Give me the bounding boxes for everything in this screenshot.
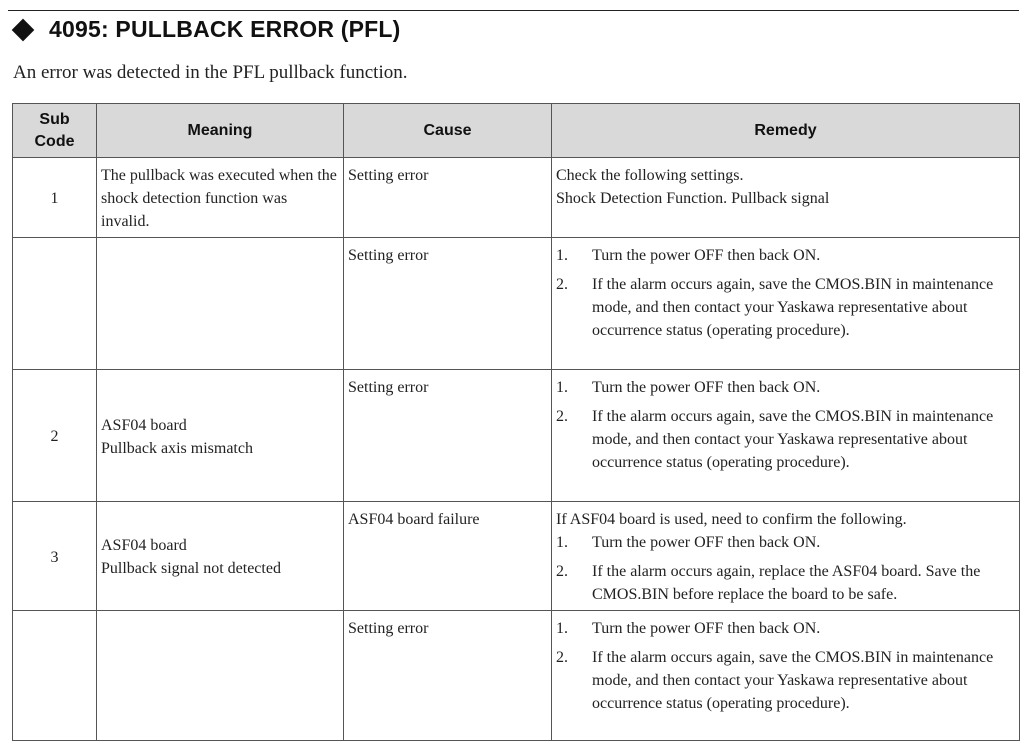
sub-code-cell bbox=[13, 611, 97, 741]
meaning-cell bbox=[97, 611, 344, 741]
remedy-cell bbox=[552, 158, 1020, 238]
remedy-cell bbox=[552, 370, 1020, 502]
diamond-bullet-icon bbox=[12, 18, 35, 41]
cause-cell: Setting error bbox=[344, 611, 552, 741]
remedy-intro: If ASF04 board is used, need to confirm the following. bbox=[556, 511, 907, 528]
table-row bbox=[13, 611, 1020, 741]
cause-cell: ASF04 board failure bbox=[344, 502, 552, 611]
remedy-cell bbox=[552, 502, 1020, 611]
header-remedy: Remedy bbox=[552, 104, 1020, 158]
remedy-step: 1. Turn the power OFF then back ON. bbox=[556, 620, 821, 637]
sub-code-cell: 3 bbox=[13, 502, 97, 611]
remedy-step: 1. Turn the power OFF then back ON. bbox=[556, 534, 821, 551]
header-cause: Cause bbox=[344, 104, 552, 158]
header-sub-code: Sub Code bbox=[13, 104, 97, 158]
remedy-cell bbox=[552, 611, 1020, 741]
meaning-cell: ASF04 board Pullback axis mismatch bbox=[97, 370, 344, 502]
cause-cell: Setting error bbox=[344, 370, 552, 502]
remedy-line: Shock Detection Function. Pullback signal bbox=[556, 190, 830, 207]
cause-cell: Setting error bbox=[344, 238, 552, 370]
section-header bbox=[10, 16, 401, 43]
meaning-cell: The pullback was executed when the shock detection function was invalid. bbox=[97, 158, 344, 238]
top-rule bbox=[8, 10, 1019, 11]
remedy-step: 2. If the alarm occurs again, save the CMOS.BIN in maintenance mode, and then contact your Yaskawa representative about occurrence status (operating procedure). bbox=[556, 649, 994, 712]
remedy-step: 2. If the alarm occurs again, save the CMOS.BIN in maintenance mode, and then contact your Yaskawa representative about occurrence status (operating procedure). bbox=[556, 408, 994, 471]
sub-code-cell: 1 bbox=[13, 158, 97, 238]
remedy-line: Check the following settings. bbox=[556, 167, 744, 184]
table-row bbox=[13, 158, 1020, 238]
header-meaning: Meaning bbox=[97, 104, 344, 158]
table-row bbox=[13, 238, 1020, 370]
meaning-cell bbox=[97, 238, 344, 370]
remedy-step: 2. If the alarm occurs again, replace the ASF04 board. Save the CMOS.BIN before replace the board to be safe. bbox=[556, 563, 981, 603]
section-description: An error was detected in the PFL pullback function. bbox=[13, 62, 408, 83]
remedy-cell bbox=[552, 238, 1020, 370]
cause-cell: Setting error bbox=[344, 158, 552, 238]
sub-code-cell bbox=[13, 238, 97, 370]
table-row bbox=[13, 502, 1020, 611]
sub-code-cell: 2 bbox=[13, 370, 97, 502]
remedy-step: 1. Turn the power OFF then back ON. bbox=[556, 247, 821, 264]
remedy-step: 1. Turn the power OFF then back ON. bbox=[556, 379, 821, 396]
table-header-row bbox=[13, 104, 1020, 158]
alarm-table bbox=[12, 103, 1020, 741]
section-title: 4095: PULLBACK ERROR (PFL) bbox=[49, 16, 401, 42]
meaning-cell: ASF04 board Pullback signal not detected bbox=[97, 502, 344, 611]
table-row bbox=[13, 370, 1020, 502]
remedy-step: 2. If the alarm occurs again, save the CMOS.BIN in maintenance mode, and then contact your Yaskawa representative about occurrence status (operating procedure). bbox=[556, 276, 994, 339]
